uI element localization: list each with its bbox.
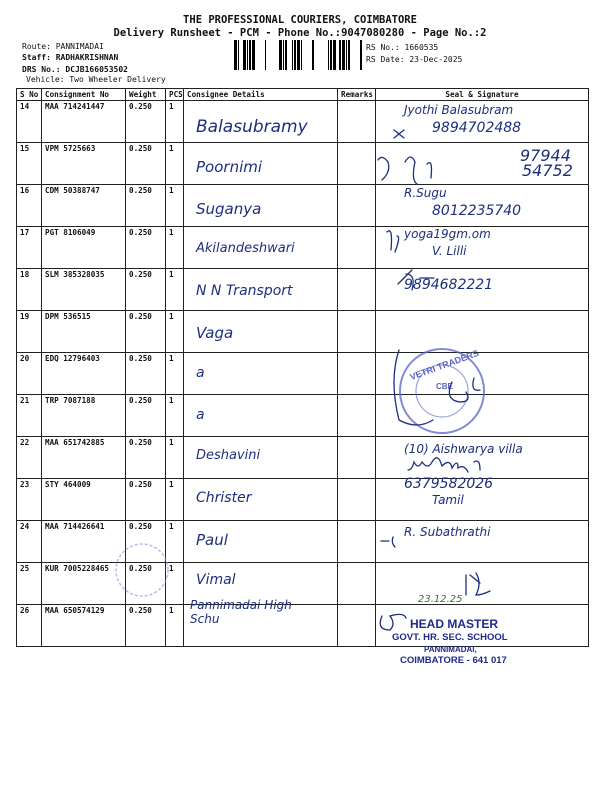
row-sno: 21 [17, 395, 42, 437]
row-pcs: 1 [166, 101, 184, 143]
row-remarks-cell [338, 437, 376, 479]
signature-handwriting: 6379582026 [404, 475, 494, 492]
row-sno: 20 [17, 353, 42, 395]
table-row [17, 227, 589, 269]
rs-number: RS No.: 1660535 [366, 43, 439, 52]
column-header-signature: Seal & Signature [376, 89, 589, 101]
barcode-bar [249, 40, 251, 70]
row-signature-cell [376, 563, 589, 605]
row-weight: 0.250 [126, 311, 166, 353]
signature-handwriting: 23.12.25 [418, 593, 463, 605]
row-pcs: 1 [166, 437, 184, 479]
column-header-consignee: Consignee Details [184, 89, 338, 101]
consignee-handwriting: Akilandeshwari [196, 241, 295, 257]
consignee-handwriting: a [196, 365, 205, 382]
row-sno: 26 [17, 605, 42, 647]
runsheet-title: THE PROFESSIONAL COURIERS, COIMBATORE [183, 14, 417, 26]
row-remarks-cell [338, 353, 376, 395]
row-pcs: 1 [166, 227, 184, 269]
barcode-bar [243, 40, 246, 70]
table-row [17, 521, 589, 563]
row-sno: 23 [17, 479, 42, 521]
barcode-bar [279, 40, 282, 70]
row-remarks-cell [338, 395, 376, 437]
route-label: Route: PANNIMADAI [22, 42, 104, 51]
row-pcs: 1 [166, 185, 184, 227]
signature-handwriting: 97944 [520, 146, 571, 166]
signature-handwriting: 54752 [522, 161, 573, 181]
barcode-bar [301, 40, 302, 70]
barcode-bar [297, 40, 300, 70]
row-sno: 17 [17, 227, 42, 269]
row-consignment-no: MAA 650574129 [42, 605, 126, 647]
row-sno: 16 [17, 185, 42, 227]
row-weight: 0.250 [126, 479, 166, 521]
row-pcs: 1 [166, 269, 184, 311]
column-header-weight: Weight [126, 89, 166, 101]
row-pcs: 1 [166, 143, 184, 185]
row-weight: 0.250 [126, 437, 166, 479]
runsheet-table [16, 88, 589, 647]
row-weight: 0.250 [126, 143, 166, 185]
signature-handwriting: yoga19gm.om [404, 227, 491, 242]
drs-number: DRS No.: DCJB166053502 [22, 65, 128, 74]
runsheet-subtitle: Delivery Runsheet - PCM - Phone No.:9047080280 - Page No.:2 [113, 27, 487, 39]
row-remarks-cell [338, 521, 376, 563]
barcode-bar [330, 40, 332, 70]
consignee-handwriting: Deshavini [196, 448, 261, 464]
row-consignee-cell [184, 395, 338, 437]
row-pcs: 1 [166, 521, 184, 563]
row-remarks-cell [338, 227, 376, 269]
table-row [17, 143, 589, 185]
row-weight: 0.250 [126, 563, 166, 605]
barcode-image [234, 40, 362, 70]
school-stamp-line-2: GOVT. HR. SEC. SCHOOL [392, 632, 508, 643]
column-header-sno: S No [17, 89, 42, 101]
barcode-bar [283, 40, 284, 70]
consignee-handwriting: Poornimi [196, 158, 263, 177]
column-header-pcs: PCS [166, 89, 184, 101]
consignee-handwriting: Vimal [196, 572, 236, 589]
consignee-handwriting: Balasubramy [196, 117, 308, 137]
row-remarks-cell [338, 311, 376, 353]
row-consignee-cell [184, 353, 338, 395]
row-weight: 0.250 [126, 521, 166, 563]
row-sno: 14 [17, 101, 42, 143]
row-consignment-no: PGT 8106049 [42, 227, 126, 269]
rs-date: RS Date: 23-Dec-2025 [366, 55, 463, 64]
row-consignment-no: EDQ 12796403 [42, 353, 126, 395]
row-remarks-cell [338, 563, 376, 605]
row-weight: 0.250 [126, 101, 166, 143]
row-consignment-no: STY 464009 [42, 479, 126, 521]
row-sno: 24 [17, 521, 42, 563]
school-stamp-line-3: PANNIMADAI, [424, 645, 477, 654]
row-sno: 19 [17, 311, 42, 353]
row-pcs: 1 [166, 563, 184, 605]
signature-handwriting: Tamil [432, 492, 464, 507]
signature-handwriting: R.Sugu [404, 185, 447, 200]
staff-label: Staff: RADHAKRISHNAN [22, 53, 119, 62]
table-row [17, 269, 589, 311]
row-remarks-cell [338, 479, 376, 521]
barcode-bar [247, 40, 248, 70]
row-sno: 18 [17, 269, 42, 311]
barcode-bar [328, 40, 329, 70]
row-consignment-no: CDM 50388747 [42, 185, 126, 227]
row-remarks-cell [338, 101, 376, 143]
row-remarks-cell [338, 143, 376, 185]
signature-handwriting: 9894702488 [432, 120, 522, 136]
row-weight: 0.250 [126, 395, 166, 437]
consignee-handwriting: Paul [196, 531, 228, 549]
barcode-bar [348, 40, 350, 70]
vehicle-label: Vehicle: Two Wheeler Delivery [26, 75, 166, 84]
trader-stamp-name: VETRI TRADERS [408, 347, 481, 383]
row-consignment-no: DPM 536515 [42, 311, 126, 353]
row-sno: 22 [17, 437, 42, 479]
row-weight: 0.250 [126, 227, 166, 269]
row-consignment-no: MAA 714241447 [42, 101, 126, 143]
table-row [17, 353, 589, 395]
row-sno: 15 [17, 143, 42, 185]
row-remarks-cell [338, 269, 376, 311]
column-header-remarks: Remarks [338, 89, 376, 101]
school-stamp-line-1: HEAD MASTER [410, 617, 499, 631]
faint-round-stamp [112, 540, 172, 600]
row-consignment-no: VPM 5725663 [42, 143, 126, 185]
consignee-handwriting: Suganya [196, 199, 262, 218]
barcode-bar [342, 40, 345, 70]
signature-handwriting: R. Subathrathi [404, 525, 491, 539]
table-header-row [17, 89, 589, 101]
row-consignment-no: TRP 7087188 [42, 395, 126, 437]
barcode-bar [234, 40, 237, 70]
row-weight: 0.250 [126, 605, 166, 647]
row-consignment-no: SLM 385328035 [42, 269, 126, 311]
consignee-handwriting: a [196, 406, 205, 423]
barcode-bar [292, 40, 293, 70]
column-header-consignment: Consignment No [42, 89, 126, 101]
row-consignment-no: MAA 714426641 [42, 521, 126, 563]
barcode-bar [285, 40, 287, 70]
signature-handwriting: (10) Aishwarya villa [404, 442, 523, 457]
table-row [17, 479, 589, 521]
barcode-bar [238, 40, 239, 70]
trader-stamp-city: CBE [436, 382, 453, 391]
barcode-bar [339, 40, 341, 70]
barcode-bar [346, 40, 347, 70]
consignee-handwriting: Vaga [196, 324, 234, 342]
row-remarks-cell [338, 605, 376, 647]
row-pcs: 1 [166, 353, 184, 395]
barcode-bar [294, 40, 296, 70]
table-row [17, 311, 589, 353]
table-row [17, 395, 589, 437]
barcode-bar [252, 40, 255, 70]
consignee-handwriting: Christer [196, 489, 252, 506]
barcode-bar [360, 40, 362, 70]
row-pcs: 1 [166, 479, 184, 521]
row-sno: 25 [17, 563, 42, 605]
row-consignment-no: MAA 651742885 [42, 437, 126, 479]
row-consignment-no: KUR 7005228465 [42, 563, 126, 605]
barcode-bar [265, 40, 266, 70]
signature-handwriting: 9894682221 [404, 276, 494, 293]
barcode-bar [312, 40, 314, 70]
row-weight: 0.250 [126, 353, 166, 395]
row-weight: 0.250 [126, 269, 166, 311]
row-pcs: 1 [166, 395, 184, 437]
consignee-handwriting: Pannimadai High Schu [190, 597, 292, 626]
barcode-bar [333, 40, 336, 70]
row-pcs: 1 [166, 605, 184, 647]
signature-handwriting: Jyothi Balasubram [404, 103, 514, 117]
row-remarks-cell [338, 185, 376, 227]
school-stamp-line-4: COIMBATORE - 641 017 [400, 655, 507, 666]
row-pcs: 1 [166, 311, 184, 353]
signature-handwriting: 8012235740 [432, 202, 522, 219]
row-weight: 0.250 [126, 185, 166, 227]
consignee-handwriting: N N Transport [196, 282, 293, 299]
signature-handwriting: V. Lilli [432, 244, 467, 259]
